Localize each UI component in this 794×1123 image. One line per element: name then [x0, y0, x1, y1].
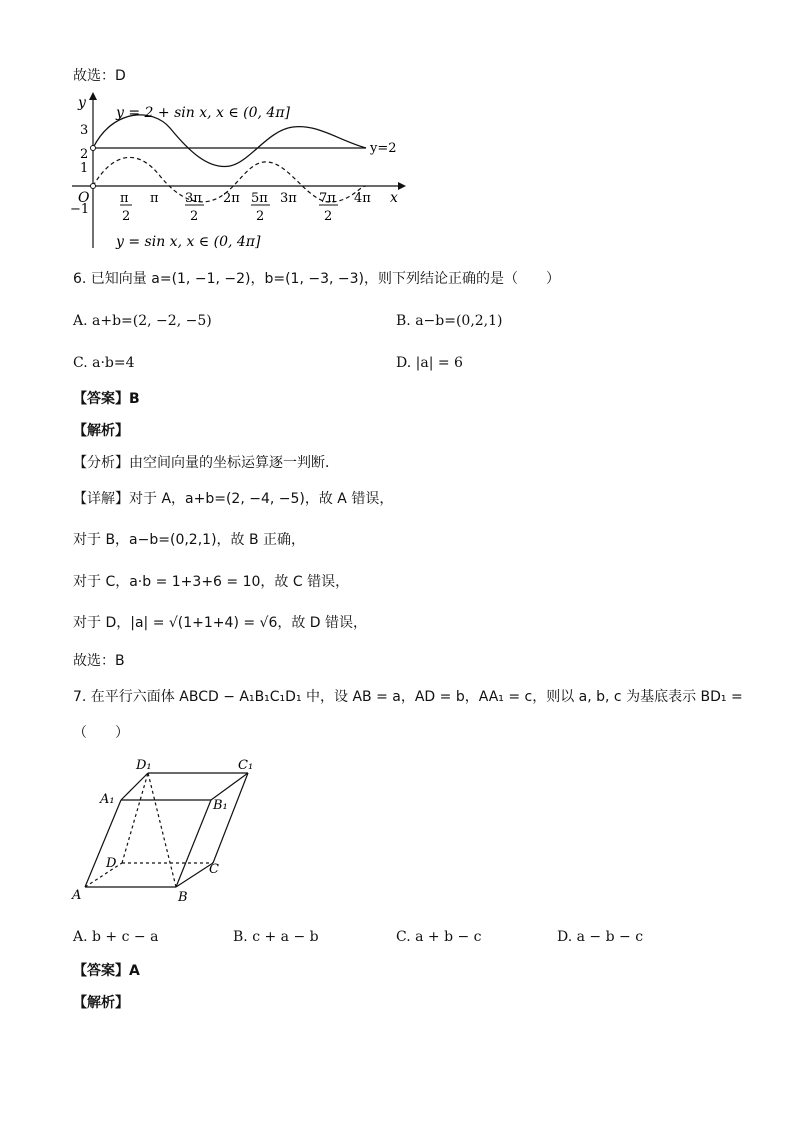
x-tick-pi-over-2-den: 2 [122, 209, 131, 224]
x-tick-5pi-over-2: 5π [251, 191, 268, 206]
q6-option-b: B. a−b=(0,2,1) [396, 313, 503, 329]
q7-option-a: A. b + c − a [73, 929, 159, 945]
top-curve-label: y = 2 + sin x, x ∈ (0, 4π] [116, 105, 291, 121]
axis-x-label: x [390, 190, 398, 206]
q7-answer: 【答案】A [73, 963, 140, 979]
q7-analysis-header: 【解析】 [73, 995, 129, 1011]
q6-detail-a: 【详解】对于 A，a+b=(2, −4, −5)，故 A 错误， [73, 491, 394, 507]
y-tick-3: 3 [80, 123, 89, 138]
q7-option-c: C. a + b − c [396, 929, 482, 945]
x-tick-3pi-over-2-den: 2 [190, 209, 199, 224]
q6-detail-c: 对于 C，a·b = 1+3+6 = 10，故 C 错误， [73, 574, 350, 590]
q7-paren: （ ） [73, 725, 129, 741]
q6-conclusion: 故选：B [73, 653, 125, 669]
x-tick-3pi-over-2: 3π [185, 191, 202, 206]
x-tick-7pi-over-2-den: 2 [324, 209, 333, 224]
vertex-b: B [178, 890, 188, 905]
axis-y-label: y [78, 95, 86, 111]
bottom-curve-label: y = sin x, x ∈ (0, 4π] [116, 234, 261, 250]
x-tick-pi-over-2: π [120, 191, 129, 206]
parallelepiped-figure [68, 755, 268, 905]
vertex-a1: A₁ [100, 792, 115, 807]
vertex-a: A [72, 888, 82, 903]
q6-analysis: 【分析】由空间向量的坐标运算逐一判断． [73, 455, 339, 471]
vertex-b1: B₁ [213, 798, 228, 813]
vertex-d: D [106, 856, 117, 871]
y-tick-neg1: −1 [70, 202, 90, 217]
q7-option-b: B. c + a − b [233, 929, 319, 945]
x-tick-7pi-over-2: 7π [319, 191, 336, 206]
top-curve [93, 115, 366, 167]
q6-option-a: A. a+b=(2, −2, −5) [73, 313, 212, 329]
q6-detail-b: 对于 B，a−b=(0,2,1)，故 B 正确， [73, 532, 306, 548]
x-tick-3pi: 3π [280, 191, 297, 206]
q6-answer: 【答案】B [73, 391, 140, 407]
q6-stem: 6. 已知向量 a=(1, −1, −2)，b=(1, −3, −3)，则下列结论正确的是（ ） [73, 271, 560, 287]
sine-graph [68, 90, 408, 255]
q6-option-c: C. a·b=4 [73, 355, 135, 371]
x-tick-pi: π [150, 191, 159, 206]
x-tick-4pi: 4π [354, 191, 371, 206]
x-tick-5pi-over-2-den: 2 [256, 209, 265, 224]
line-y2-label: y=2 [370, 141, 397, 156]
q7-option-d: D. a − b − c [557, 929, 644, 945]
y-tick-1: 1 [80, 161, 89, 176]
q6-analysis-header: 【解析】 [73, 423, 129, 439]
vertex-c1: C₁ [238, 758, 254, 773]
q6-option-d: D. |a| = 6 [396, 355, 463, 371]
vertex-d1: D₁ [136, 758, 152, 773]
origin-label: O [78, 190, 90, 206]
x-tick-2pi: 2π [223, 191, 240, 206]
vertex-c: C [209, 862, 219, 877]
y-tick-2: 2 [80, 147, 89, 162]
q6-detail-d: 对于 D，|a| = √(1+1+4) = √6，故 D 错误， [73, 615, 368, 631]
prev-conclusion: 故选：D [73, 68, 126, 84]
q7-stem: 7. 在平行六面体 ABCD − A₁B₁C₁D₁ 中，设 AB = a，AD = b，AA₁ = c，则以 a, b, c 为基底表示 BD₁ = [73, 689, 743, 705]
